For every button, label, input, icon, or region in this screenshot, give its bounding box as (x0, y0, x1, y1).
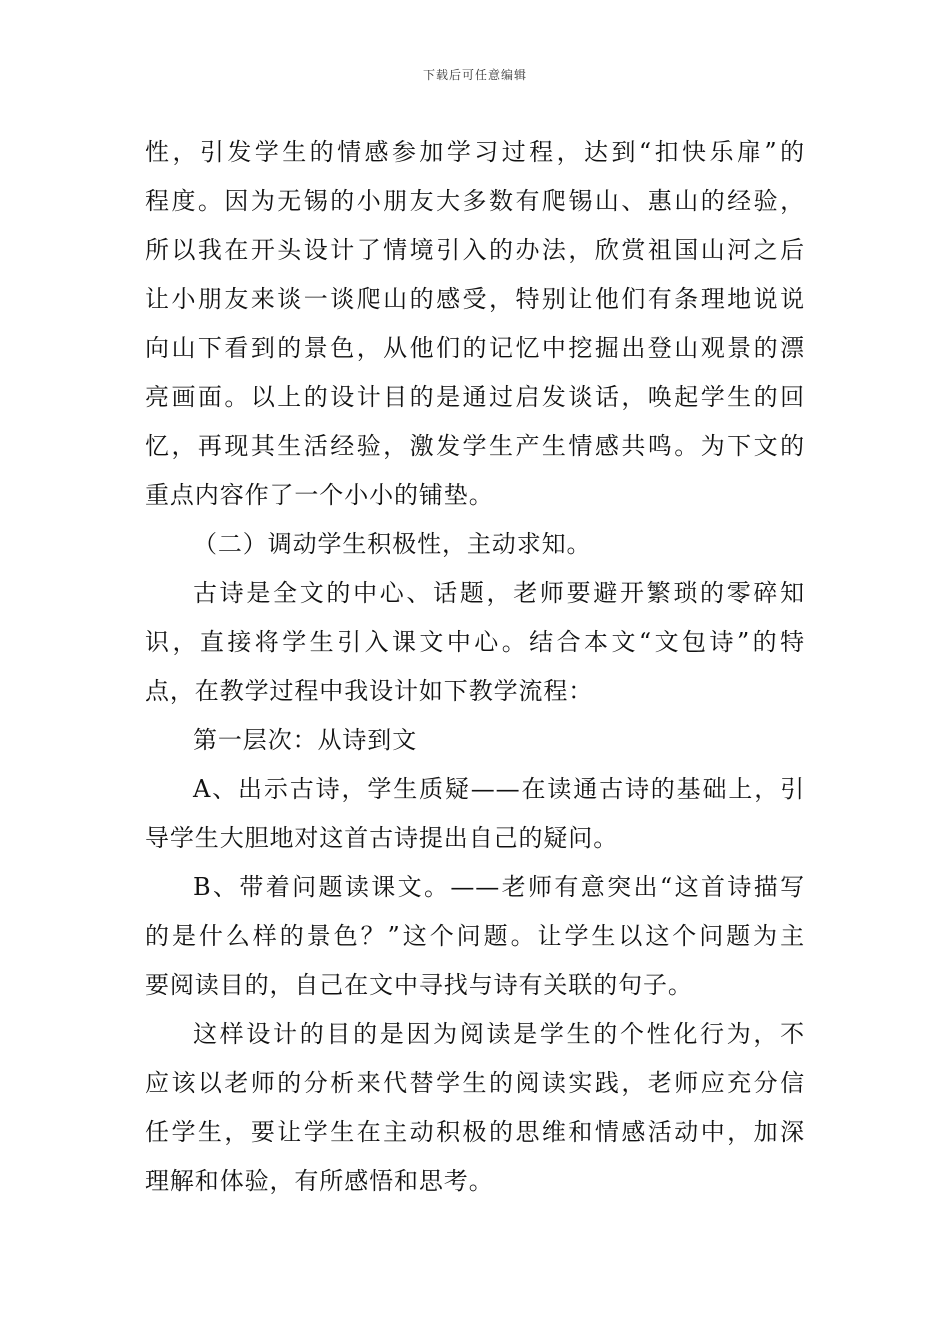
text-line: B、带着问题读课文。——老师有意突出“这首诗描写 (193, 873, 805, 901)
text-line: 点，在教学过程中我设计如下教学流程： (145, 677, 594, 705)
text-line: 向山下看到的景色，从他们的记忆中挖掘出登山观景的漂 (145, 334, 805, 362)
text-line: 的是什么样的景色？”这个问题。让学生以这个问题为主 (145, 922, 805, 950)
text-line: 所以我在开头设计了情境引入的办法，欣赏祖国山河之后 (145, 236, 805, 264)
text-line: 应该以老师的分析来代替学生的阅读实践，老师应充分信 (145, 1069, 805, 1097)
text-line: 这样设计的目的是因为阅读是学生的个性化行为，不 (193, 1020, 805, 1048)
text-line: 古诗是全文的中心、话题，老师要避开繁琐的零碎知 (193, 579, 805, 607)
text-line: 忆，再现其生活经验，激发学生产生情感共鸣。为下文的 (145, 432, 805, 460)
text-line: A、出示古诗，学生质疑——在读通古诗的基础上，引 (193, 775, 805, 803)
text-line: 重点内容作了一个小小的铺垫。 (145, 481, 494, 509)
section-heading: （二）调动学生积极性，主动求知。 (193, 530, 592, 558)
page-header: 下载后可任意编辑 (422, 68, 527, 82)
text-line: 导学生大胆地对这首古诗提出自己的疑问。 (145, 824, 619, 852)
text-line: 程度。因为无锡的小朋友大多数有爬锡山、惠山的经验， (145, 187, 805, 215)
text-line: 亮画面。以上的设计目的是通过启发谈话，唤起学生的回 (145, 383, 805, 411)
text-line: 识，直接将学生引入课文中心。结合本文“文包诗”的特 (145, 628, 805, 656)
text-line: 理解和体验，有所感悟和思考。 (145, 1167, 494, 1195)
text-line: 让小朋友来谈一谈爬山的感受，特别让他们有条理地说说 (145, 285, 805, 313)
body-text (145, 128, 805, 1206)
text-line: 任学生，要让学生在主动积极的思维和情感活动中，加深 (145, 1118, 805, 1146)
subheading: 第一层次：从诗到文 (193, 726, 418, 754)
text-line: 性，引发学生的情感参加学习过程，达到“扣快乐扉”的 (145, 138, 805, 166)
text-line: 要阅读目的，自己在文中寻找与诗有关联的句子。 (145, 971, 693, 999)
